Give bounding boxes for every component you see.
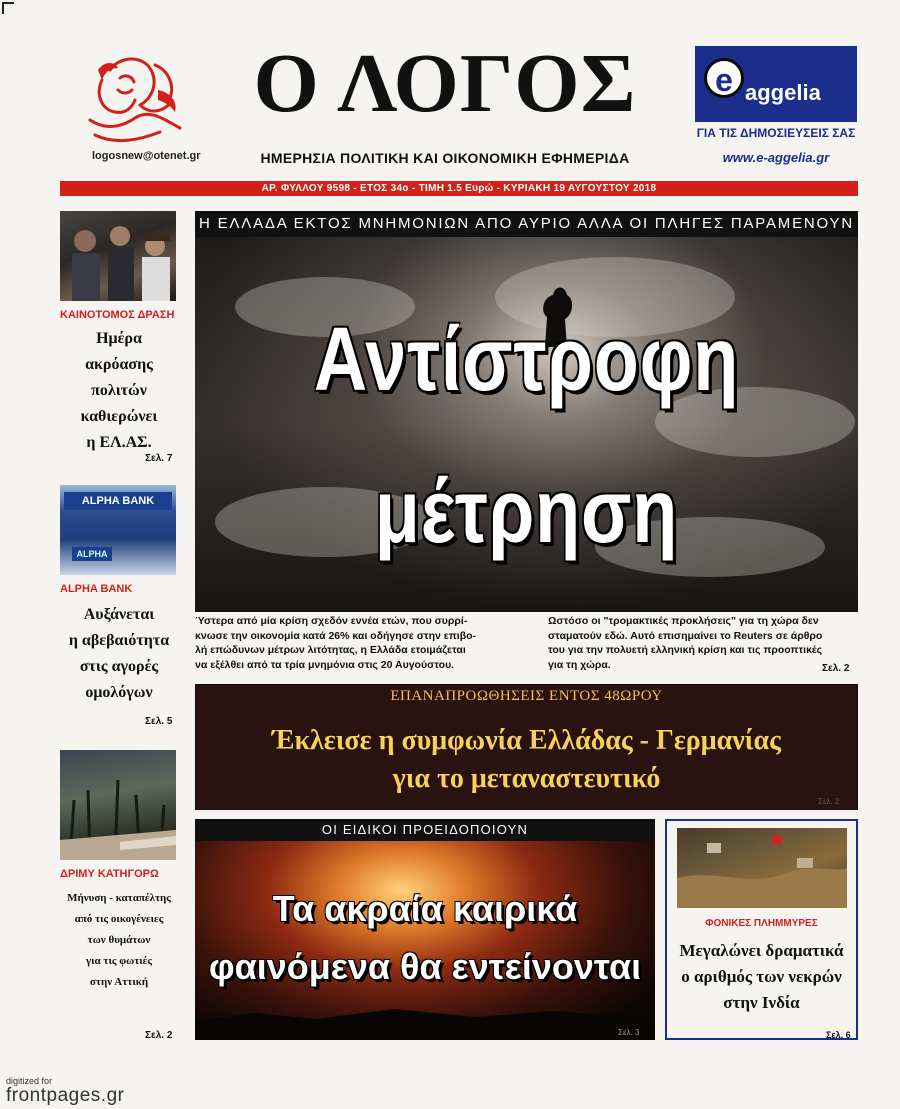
lead-text-column-2: Ωστόσο οι "τρομακτικές προκλήσεις" για τη χώρα δεν σταματούν εδώ. Αυτό επισημαίνει το Reuters σε άρθρο του για την πολυετή ελληνική κρίση και τις προοπτικές για τη χώρα.	[548, 615, 823, 671]
bank-sign-small: ALPHA	[72, 547, 112, 561]
digitized-note: digitized for	[6, 1076, 53, 1086]
sidebar-page-3: Σελ. 2	[145, 1030, 173, 1041]
sidebar-photo-crowd	[60, 211, 176, 301]
story2-kicker: ΕΠΑΝΑΠΡΟΩΘΗΣΕΙΣ ΕΝΤΟΣ 48ΩΡΟΥ	[390, 688, 663, 704]
ad-tagline: ΓΙΑ ΤΙΣ ΔΗΜΟΣΙΕΥΣΕΙΣ ΣΑΣ	[696, 126, 856, 140]
trees-icon	[60, 750, 176, 860]
sidebar-kicker-3: ΔΡΙΜΥ ΚΑΤΗΓΟΡΩ	[60, 868, 159, 880]
lead-text-column-1: Ύστερα από μία κρίση σχεδόν εννέα ετών, που συρρί- κνωσε την οικονομία κατά 26% και οδήγησε στην επιβο- λή επώδυνων μέτρων λιτότητας, η Ελλάδα ετοιμάζεται να εξέλθει από τα τρία μνημόνια στις 20 Αυγούστου.	[195, 615, 477, 671]
story2-headline: Έκλεισε η συμφωνία Ελλάδας - Γερμανίας για το μεταναστευτικό	[272, 725, 781, 794]
frontpages-link[interactable]: frontpages.gr	[6, 1085, 125, 1106]
flood-icon	[677, 828, 847, 908]
sidebar-photo-burnt-trees	[60, 750, 176, 860]
issue-line: ΑΡ. ΦΥΛΛΟΥ 9598 - ΕΤΟΣ 34ο - ΤΙΜΗ 1.5 Ευρώ - ΚΥΡΙΑΚΗ 19 ΑΥΓΟΥΣΤΟΥ 2018	[261, 183, 657, 194]
story4-headline: Μεγαλώνει δραματικά ο αριθμός των νεκρών στην Ινδία	[679, 941, 844, 1012]
ad-url: www.e-aggelia.gr	[722, 150, 830, 165]
sidebar-kicker-2: ALPHA BANK	[60, 583, 133, 595]
ad-logo-letter: e	[704, 58, 744, 98]
contact-email: logosnew@otenet.gr	[92, 150, 201, 162]
ad-logo-word: aggelia	[745, 80, 821, 105]
lead-kicker: Η ΕΛΛΑΔΑ ΕΚΤΟΣ ΜΝΗΜΟΝΙΩΝ ΑΠΟ ΑΥΡΙΟ ΑΛΛΑ ΟΙ ΠΛΗΓΕΣ ΠΑΡΑΜΕΝΟΥΝ	[195, 211, 858, 237]
story3-headline: Τα ακραία καιρικά φαινόμενα θα εντείνονται	[208, 888, 642, 987]
sidebar-headline-2: Αυξάνεται η αβεβαιότητα στις αγορές ομολόγων	[68, 606, 170, 701]
newspaper-title: Ο ΛΟΓΟΣ	[253, 37, 637, 130]
story3-page: Σελ. 3	[618, 1028, 640, 1037]
ad-stripe	[695, 110, 857, 122]
lead-page: Σελ. 2	[822, 663, 850, 674]
sidebar-page-2: Σελ. 5	[145, 716, 173, 727]
crop-mark	[2, 2, 14, 14]
sidebar-headline-1: Ημέρα ακρόασης πολιτών καθιερώνει η ΕΛ.ΑΣ.	[80, 330, 158, 451]
lead-headline: Αντίστροφη μέτρηση	[313, 310, 740, 562]
sidebar-kicker-1: ΚΑΙΝΟΤΟΜΟΣ ΔΡΑΣΗ	[60, 309, 175, 321]
sidebar-page-1: Σελ. 7	[145, 453, 173, 464]
horizon-icon	[195, 991, 655, 1040]
bank-sign: ALPHA BANK	[64, 492, 172, 510]
story4-kicker: ΦΟΝΙΚΕΣ ΠΛΗΜΜΥΡΕΣ	[705, 918, 818, 929]
crowd-icon	[60, 211, 176, 301]
story4-photo-flood-aerial	[677, 828, 847, 908]
sidebar-headline-3: Μήνυση - καταπέλτης από τις οικογένειες των θυμάτων για τις φωτιές στην Αττική	[67, 892, 171, 988]
story2-page: Σελ. 2	[818, 797, 840, 806]
logo-faces-icon	[80, 50, 190, 150]
newspaper-subtitle: ΗΜΕΡΗΣΙΑ ΠΟΛΙΤΙΚΗ ΚΑΙ ΟΙΚΟΝΟΜΙΚΗ ΕΦΗΜΕΡΙΔΑ	[260, 150, 630, 166]
story4-page: Σελ. 6	[826, 1030, 851, 1040]
story3-kicker: ΟΙ ΕΙΔΙΚΟΙ ΠΡΟΕΙΔΟΠΟΙΟΥΝ	[195, 819, 655, 841]
